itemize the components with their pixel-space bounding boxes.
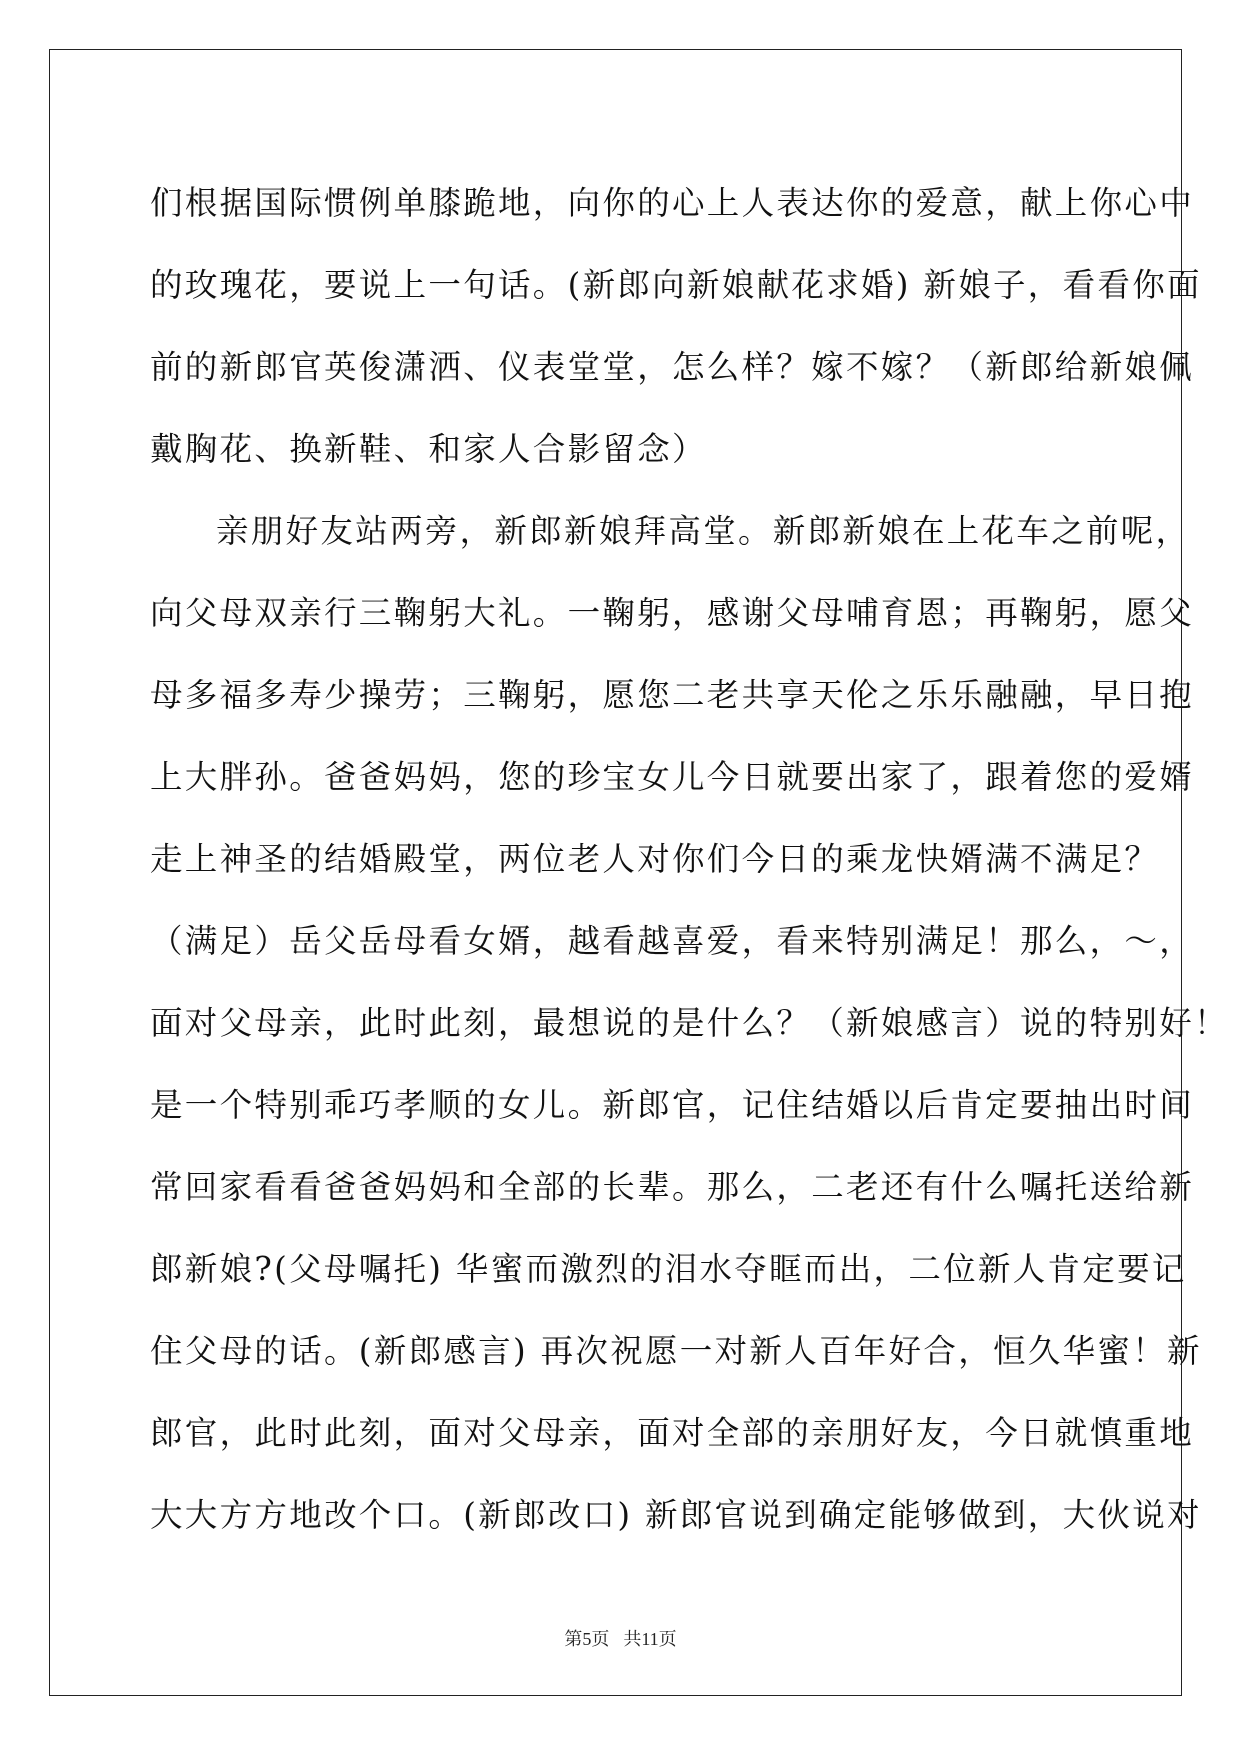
current-page-number: 第5页 [564,1629,610,1649]
document-body [150,162,1229,1556]
text-line: 常回家看看爸爸妈妈和全部的长辈。那么，二老还有什么嘱托送给新 [150,1168,1195,1206]
text-line: 走上神圣的结婚殿堂，两位老人对你们今日的乘龙快婿满不满足？ [150,840,1160,878]
text-line: （满足）岳父岳母看女婿，越看越喜爱，看来特别满足！那么，～， [150,922,1195,960]
text-line: 母多福多寿少操劳；三鞠躬，愿您二老共享天伦之乐乐融融，早日抱 [150,676,1195,714]
paragraph-1 [150,162,1202,490]
text-line: 郎新娘?(父母嘱托) 华蜜而激烈的泪水夺眶而出，二位新人肯定要记 [150,1250,1187,1288]
text-line: 们根据国际惯例单膝跪地，向你的心上人表达你的爱意，献上你心中 [150,184,1195,222]
text-line: 向父母双亲行三鞠躬大礼。一鞠躬，感谢父母哺育恩；再鞠躬，愿父 [150,594,1195,632]
text-line: 郎官，此时此刻，面对父母亲，面对全部的亲朋好友，今日就慎重地 [150,1414,1195,1452]
text-line: 前的新郎官英俊潇洒、仪表堂堂，怎么样？嫁不嫁？（新郎给新娘佩 [150,348,1195,386]
total-page-count: 共11页 [623,1629,677,1649]
text-line: 的玫瑰花，要说上一句话。(新郎向新娘献花求婚) 新娘子，看看你面 [150,266,1202,304]
paragraph-2 [150,490,1229,1556]
page-footer [0,1625,1241,1651]
text-line: 上大胖孙。爸爸妈妈，您的珍宝女儿今日就要出家了，跟着您的爱婿 [150,758,1195,796]
text-line: 大大方方地改个口。(新郎改口) 新郎官说到确定能够做到，大伙说对 [150,1496,1202,1534]
text-line: 面对父母亲，此时此刻，最想说的是什么？（新娘感言）说的特别好！ [150,1004,1229,1042]
text-line: 是一个特别乖巧孝顺的女儿。新郎官，记住结婚以后肯定要抽出时间 [150,1086,1195,1124]
text-line: 亲朋好友站两旁，新郎新娘拜高堂。新郎新娘在上花车之前呢， [216,512,1191,550]
text-line: 住父母的话。(新郎感言) 再次祝愿一对新人百年好合，恒久华蜜！新 [150,1332,1202,1370]
text-line: 戴胸花、换新鞋、和家人合影留念） [150,430,707,468]
